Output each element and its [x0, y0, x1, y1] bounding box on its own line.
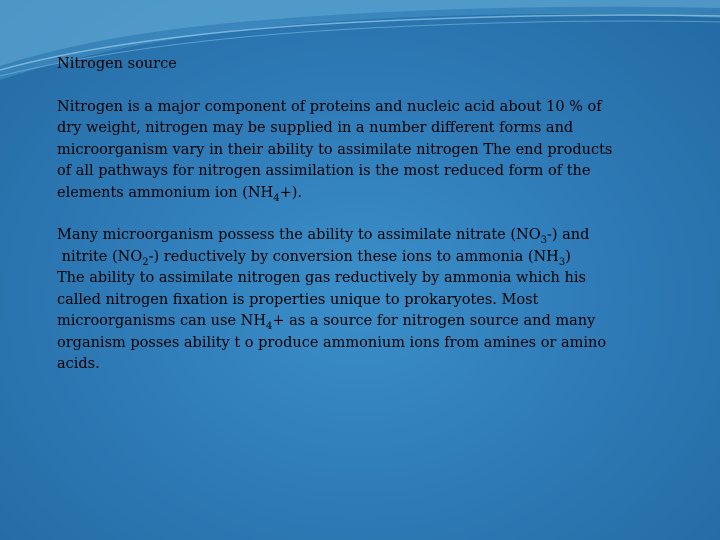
- text-segment: Many microorganism possess the ability to assimilate nitrate (NO: [57, 227, 541, 243]
- paragraph-1: [57, 97, 657, 205]
- subscript: 3: [540, 235, 547, 246]
- subscript: 3: [558, 256, 566, 268]
- text-segment: +).: [279, 184, 302, 201]
- text-line: Nitrogen is a major component of proteins and nucleic acid about 10 % of: [57, 98, 602, 115]
- text-line: [57, 247, 657, 269]
- text-segment: -) reductively by conversion these ions to ammonia (NH: [148, 248, 559, 265]
- text-segment: nitrite (NO: [57, 248, 143, 265]
- text-line: called nitrogen fixation is properties unique to prokaryotes. Most: [57, 291, 539, 308]
- text-line: of all pathways for nitrogen assimilation is the most reduced form of the: [57, 163, 591, 179]
- text-line: [57, 183, 657, 205]
- paragraph-2: [57, 225, 657, 376]
- text-line: The ability to assimilate nitrogen gas reductively by ammonia which his: [57, 270, 586, 286]
- text-line: [57, 311, 657, 333]
- text-segment: + as a source for nitrogen source and many: [272, 313, 596, 329]
- text-segment: microorganisms can use NH: [57, 313, 266, 329]
- text-line: [57, 225, 657, 247]
- text-line: acids.: [57, 356, 100, 372]
- subscript: 4: [273, 192, 280, 204]
- text-line: microorganism vary in their ability to assimilate nitrogen The end products: [57, 141, 613, 158]
- text-segment: ): [565, 248, 571, 265]
- text-line: organism posses ability t o produce ammonium ions from amines or amino: [57, 334, 607, 351]
- text-segment: -) and: [546, 227, 590, 243]
- text-segment: elements ammonium ion (NH: [57, 184, 274, 201]
- subscript: 4: [266, 321, 273, 332]
- text-line: dry weight, nitrogen may be supplied in a number different forms and: [57, 120, 574, 136]
- slide-title: Nitrogen source: [57, 56, 177, 72]
- slide-content: [57, 54, 657, 397]
- subscript: 2: [142, 256, 149, 268]
